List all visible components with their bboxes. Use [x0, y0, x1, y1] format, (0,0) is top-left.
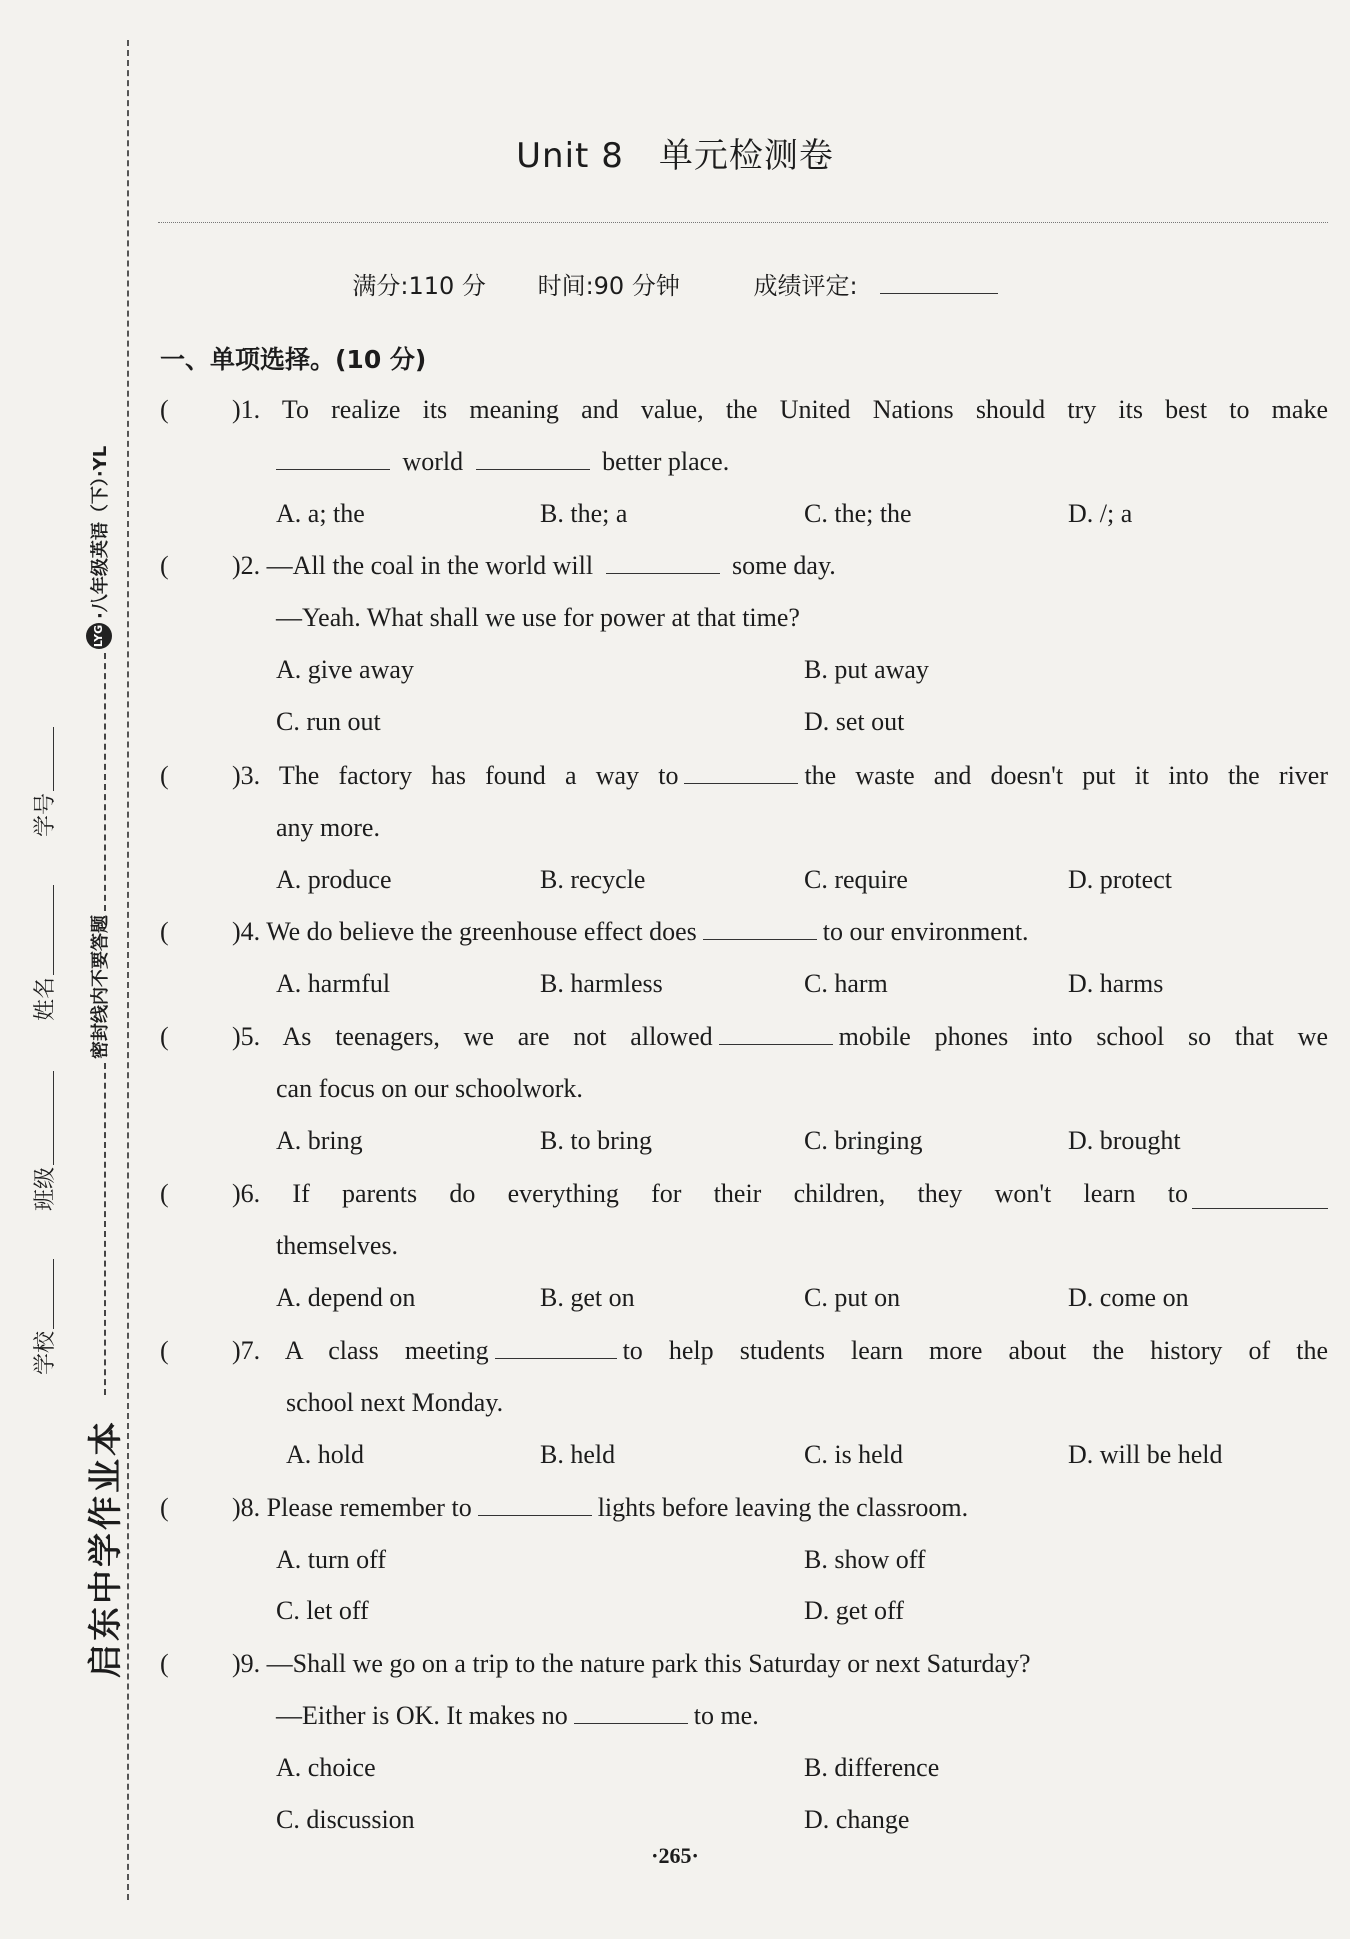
- option-c[interactable]: C. the; the: [804, 499, 912, 528]
- full-score: 满分:110 分: [352, 272, 486, 300]
- school-blank[interactable]: [33, 1259, 54, 1329]
- stem-text: to me.: [693, 1701, 759, 1730]
- answer-blank[interactable]: [476, 439, 590, 470]
- question-stem: [232, 1325, 1328, 1377]
- option-d[interactable]: D. get off: [804, 1596, 904, 1625]
- option-c[interactable]: C. put on: [804, 1283, 901, 1312]
- option-a[interactable]: A. produce: [276, 865, 392, 894]
- option-c[interactable]: C. let off: [276, 1596, 369, 1625]
- class-label: 班级: [33, 1166, 58, 1211]
- options: [160, 488, 1328, 540]
- question-continuation: any more.: [276, 813, 380, 842]
- answer-blank[interactable]: [574, 1693, 688, 1724]
- answer-blank[interactable]: [495, 1328, 617, 1359]
- option-a[interactable]: A. choice: [276, 1753, 376, 1782]
- seal-line-row: [86, 55, 112, 1395]
- option-a[interactable]: A. a; the: [276, 499, 365, 528]
- section-title: 一、单项选择。(10 分): [160, 345, 427, 374]
- options: [160, 1272, 1328, 1324]
- option-a[interactable]: A. depend on: [276, 1283, 416, 1312]
- answer-blank[interactable]: [703, 909, 817, 940]
- option-d[interactable]: D. protect: [1068, 865, 1172, 894]
- option-c[interactable]: C. harm: [804, 969, 888, 998]
- option-d[interactable]: D. harms: [1068, 969, 1164, 998]
- grade-blank[interactable]: [880, 275, 998, 294]
- question-continuation: —Yeah. What shall we use for power at that time?: [276, 603, 800, 632]
- answer-paren[interactable]: (: [160, 395, 169, 424]
- question-6: [160, 1168, 1328, 1324]
- question-stem: [232, 906, 1328, 958]
- question-continuation: school next Monday.: [286, 1388, 504, 1417]
- option-b[interactable]: B. harmless: [540, 969, 663, 998]
- answer-blank[interactable]: [606, 543, 720, 574]
- answer-paren[interactable]: (: [160, 917, 169, 946]
- stem-text: the waste and doesn't put it into the river: [804, 761, 1328, 790]
- options: [160, 1115, 1328, 1167]
- answer-blank[interactable]: [684, 753, 798, 784]
- option-b[interactable]: B. put away: [804, 655, 929, 684]
- option-b[interactable]: B. get on: [540, 1283, 635, 1312]
- question-9: [160, 1638, 1328, 1846]
- question-continuation: themselves.: [276, 1231, 399, 1260]
- exam-meta: [0, 266, 1350, 301]
- stem-text: )5. As teenagers, we are not allowed: [232, 1022, 713, 1051]
- answer-paren[interactable]: (: [160, 1179, 169, 1208]
- publisher-badge: LYG: [86, 623, 112, 649]
- student-info-fields: [28, 35, 59, 1375]
- school-label: 学校: [33, 1330, 58, 1375]
- option-d[interactable]: D. /; a: [1068, 499, 1133, 528]
- question-stem: [232, 1011, 1328, 1063]
- class-blank[interactable]: [33, 1071, 54, 1165]
- seal-dashes-left: [92, 1063, 106, 1395]
- options: [160, 958, 1328, 1010]
- question-continuation: [276, 436, 1328, 488]
- brand-name: 启东中学作业本: [86, 1419, 126, 1678]
- stem-text: to our environment.: [822, 917, 1029, 946]
- option-c[interactable]: C. is held: [804, 1440, 903, 1469]
- question-continuation: can focus on our schoolwork.: [276, 1074, 583, 1103]
- option-c[interactable]: C. bringing: [804, 1126, 923, 1155]
- stem-text: lights before leaving the classroom.: [597, 1493, 969, 1522]
- page-number: ·265·: [651, 1843, 699, 1868]
- option-a[interactable]: A. bring: [276, 1126, 363, 1155]
- options: [160, 854, 1328, 906]
- question-7: [160, 1325, 1328, 1481]
- answer-paren[interactable]: (: [160, 551, 169, 580]
- question-stem: )1. To realize its meaning and value, the United Nations should try its best to make: [232, 395, 1328, 424]
- option-b[interactable]: B. difference: [804, 1753, 940, 1782]
- options: [160, 1534, 1328, 1586]
- answer-blank[interactable]: [276, 439, 390, 470]
- stem-text: )2. —All the coal in the world will: [232, 551, 594, 580]
- option-d[interactable]: D. come on: [1068, 1283, 1189, 1312]
- page-title: Unit 8 单元检测卷: [516, 136, 834, 176]
- stem-text: to help students learn more about the history of the: [622, 1336, 1328, 1365]
- student-number-field[interactable]: [28, 727, 59, 837]
- question-1: [160, 384, 1328, 540]
- answer-paren[interactable]: (: [160, 761, 169, 790]
- name-label: 姓名: [33, 976, 58, 1021]
- question-stem: )6. If parents do everything for their children, they won't learn to: [232, 1179, 1188, 1208]
- grade-label: 成绩评定:: [753, 272, 858, 300]
- question-stem: [232, 540, 1328, 592]
- option-a[interactable]: A. give away: [276, 655, 414, 684]
- options: [160, 644, 1328, 696]
- option-a[interactable]: A. harmful: [276, 969, 391, 998]
- question-8: [160, 1482, 1328, 1637]
- class-field[interactable]: [28, 1071, 59, 1211]
- option-c[interactable]: C. run out: [276, 707, 381, 736]
- question-5: [160, 1011, 1328, 1167]
- answer-paren[interactable]: (: [160, 1022, 169, 1051]
- answer-paren[interactable]: (: [160, 1336, 169, 1365]
- answer-paren[interactable]: (: [160, 1649, 169, 1678]
- question-2: [160, 540, 1328, 748]
- stem-text: —Either is OK. It makes no: [276, 1701, 568, 1730]
- option-a[interactable]: A. turn off: [276, 1545, 387, 1574]
- option-c[interactable]: C. discussion: [276, 1805, 415, 1834]
- time-limit: 时间:90 分钟: [537, 272, 680, 300]
- stem-text: better place.: [602, 447, 730, 476]
- option-d[interactable]: D. set out: [804, 707, 905, 736]
- option-a[interactable]: A. hold: [286, 1440, 364, 1469]
- option-d[interactable]: D. will be held: [1068, 1440, 1223, 1469]
- book-code: ·八年级英语（下）·YL: [90, 445, 111, 619]
- stem-text: world: [402, 447, 464, 476]
- student-number-label: 学号: [33, 792, 58, 837]
- name-blank[interactable]: [33, 885, 54, 975]
- question-stem: )9. —Shall we go on a trip to the nature park this Saturday or next Saturday?: [232, 1649, 1031, 1678]
- stem-text: )7. A class meeting: [232, 1336, 489, 1365]
- answer-paren[interactable]: (: [160, 1493, 169, 1522]
- stem-text: some day.: [732, 551, 836, 580]
- question-continuation: [276, 1690, 1328, 1742]
- stem-text: )4. We do believe the greenhouse effect does: [232, 917, 697, 946]
- options: [160, 1794, 1328, 1846]
- question-4: [160, 906, 1328, 1010]
- student-number-blank[interactable]: [33, 727, 54, 791]
- option-c[interactable]: C. require: [804, 865, 908, 894]
- seal-dashes-right: [92, 653, 106, 911]
- options: [160, 1429, 1328, 1481]
- title-divider: [158, 222, 1328, 223]
- stem-text: )8. Please remember to: [232, 1493, 472, 1522]
- question-stem: [232, 750, 1328, 802]
- option-b[interactable]: B. held: [540, 1440, 616, 1469]
- option-b[interactable]: B. show off: [804, 1545, 926, 1574]
- binding-dashed-line: [127, 40, 129, 1900]
- grade-field: [731, 272, 997, 300]
- option-b[interactable]: B. recycle: [540, 865, 646, 894]
- answer-blank[interactable]: [478, 1485, 592, 1516]
- name-field[interactable]: [28, 885, 59, 1021]
- question-stem: [232, 1482, 1328, 1534]
- option-b[interactable]: B. to bring: [540, 1126, 652, 1155]
- option-d[interactable]: D. change: [804, 1805, 910, 1834]
- stem-text: )3. The factory has found a way to: [232, 761, 679, 790]
- answer-blank[interactable]: [1192, 1178, 1328, 1209]
- options: [160, 1742, 1328, 1794]
- options: [160, 696, 1328, 748]
- answer-blank[interactable]: [719, 1014, 833, 1045]
- seal-note: 密封线内不要答题: [90, 915, 111, 1059]
- option-b[interactable]: B. the; a: [540, 499, 628, 528]
- options: [160, 1585, 1328, 1637]
- option-d[interactable]: D. brought: [1068, 1126, 1181, 1155]
- school-field[interactable]: [28, 1259, 59, 1375]
- question-3: [160, 750, 1328, 906]
- stem-text: mobile phones into school so that we: [838, 1022, 1328, 1051]
